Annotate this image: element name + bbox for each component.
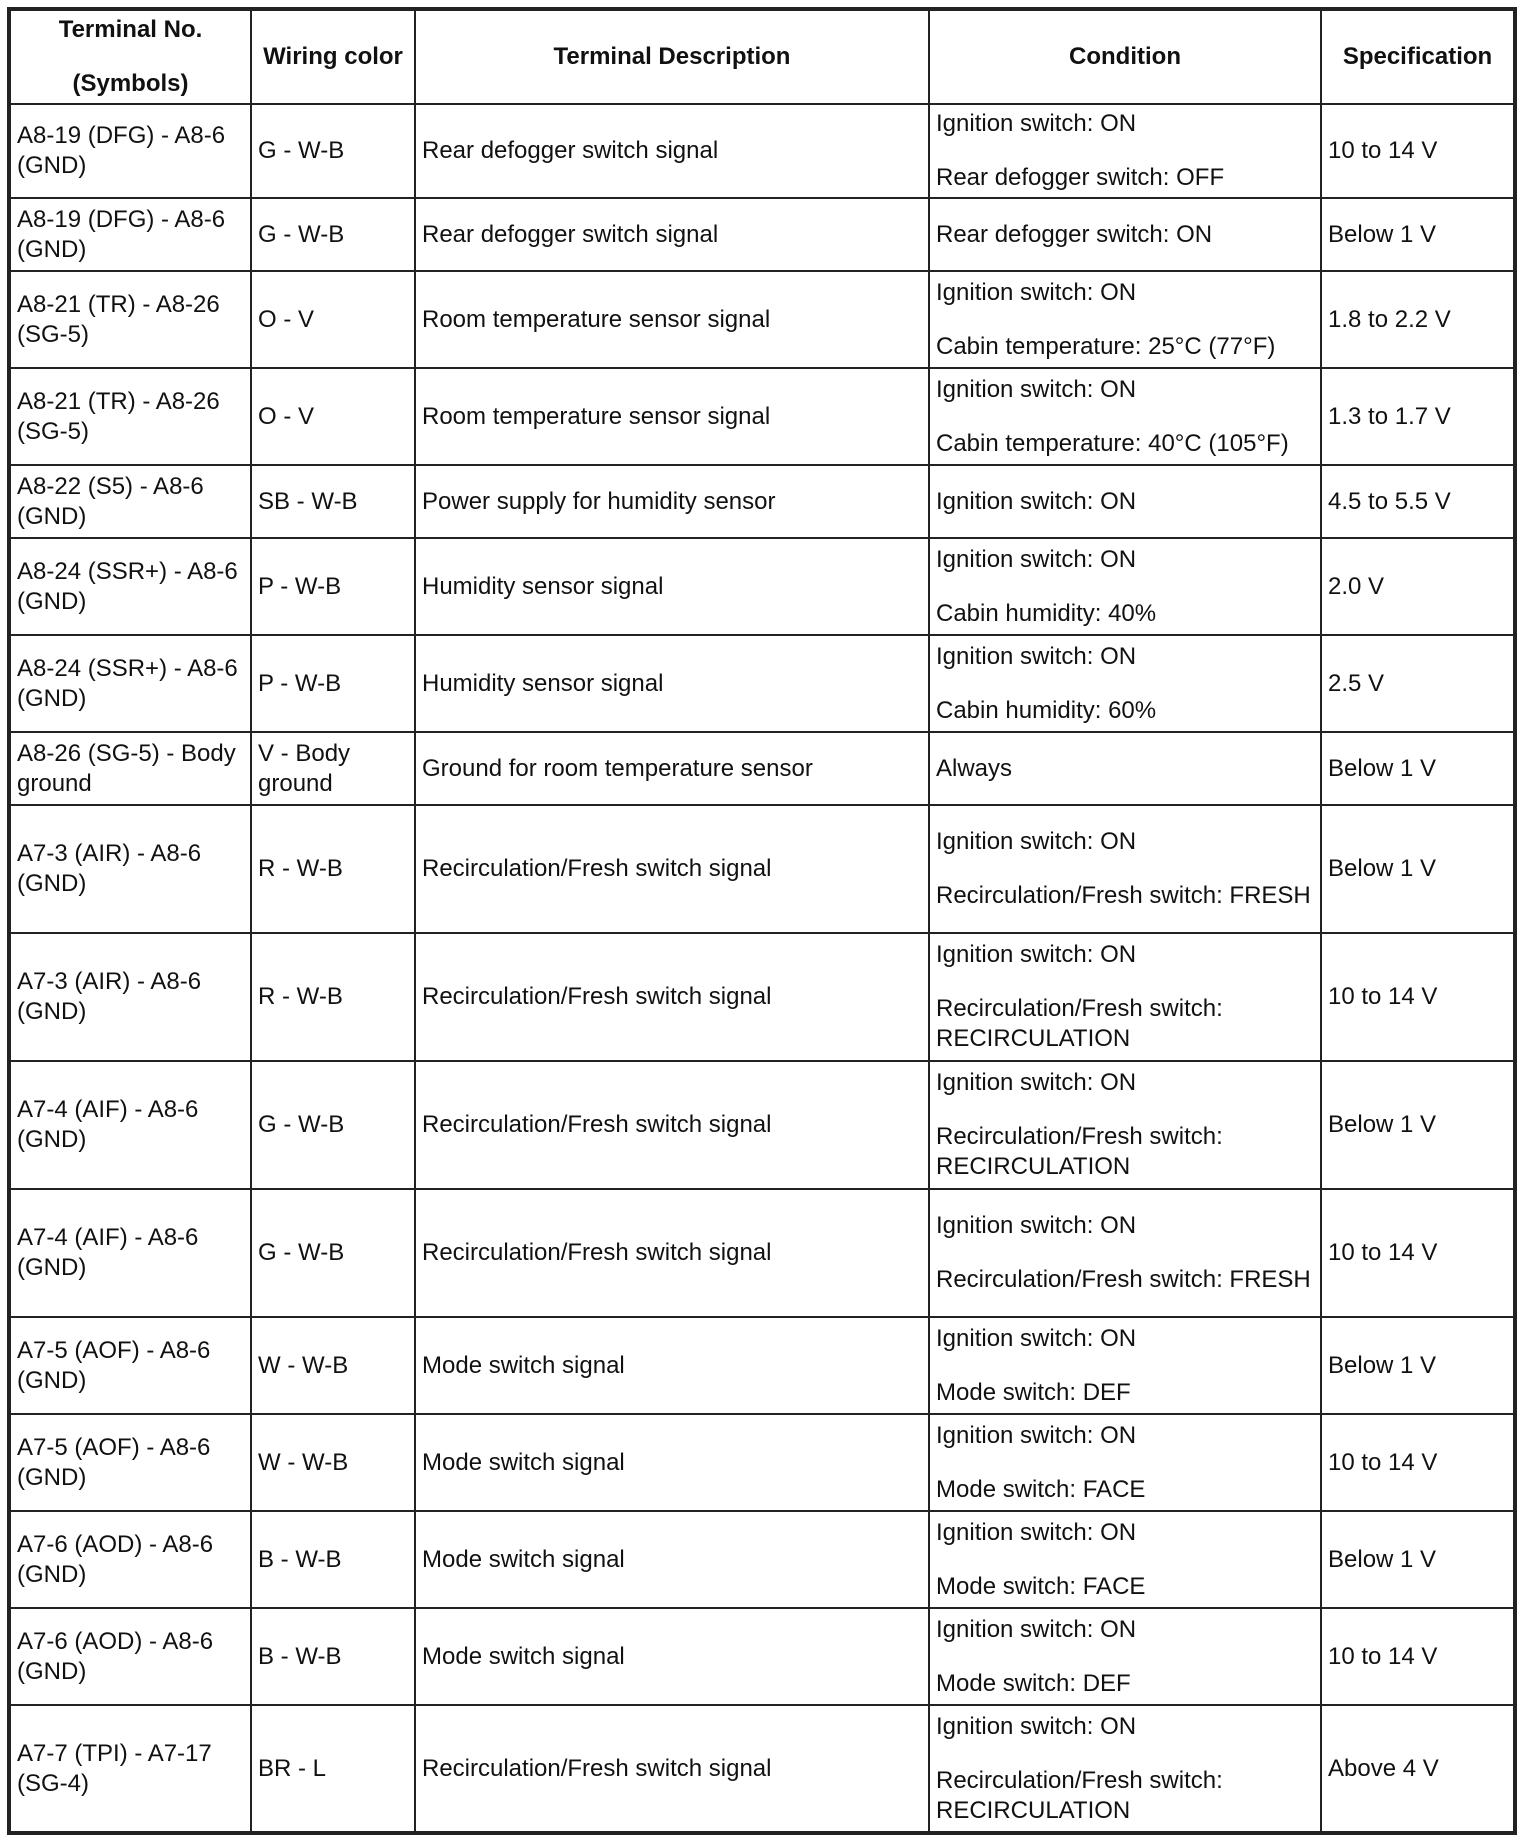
condition-cell — [929, 368, 1321, 465]
condition-cell — [929, 635, 1321, 732]
description-cell: Humidity sensor signal — [415, 538, 929, 635]
terminal-cell: A7-3 (AIR) - A8-6 (GND) — [9, 933, 251, 1061]
table-row — [9, 933, 1515, 1061]
specification-cell: 1.3 to 1.7 V — [1321, 368, 1515, 465]
description-cell: Recirculation/Fresh switch signal — [415, 1061, 929, 1189]
description-cell: Rear defogger switch signal — [415, 198, 929, 271]
table-row — [9, 1511, 1515, 1608]
header-terminal — [9, 9, 251, 104]
table-row — [9, 732, 1515, 805]
terminal-cell: A7-3 (AIR) - A8-6 (GND) — [9, 805, 251, 933]
table-row — [9, 1061, 1515, 1189]
condition-line: Cabin temperature: 25°C (77°F) — [936, 332, 1276, 360]
condition-line: Ignition switch: ON — [936, 375, 1137, 403]
terminal-cell: A7-5 (AOF) - A8-6 (GND) — [9, 1317, 251, 1414]
description-cell: Power supply for humidity sensor — [415, 465, 929, 538]
table-row — [9, 465, 1515, 538]
wiring-color-cell: B - W-B — [251, 1608, 415, 1705]
table-row — [9, 198, 1515, 271]
wiring-color-cell: SB - W-B — [251, 465, 415, 538]
terminal-cell: A8-21 (TR) - A8-26 (SG-5) — [9, 368, 251, 465]
condition-line: Ignition switch: ON — [936, 1518, 1137, 1546]
wiring-color-cell: V - Body ground — [251, 732, 415, 805]
specification-cell: 10 to 14 V — [1321, 933, 1515, 1061]
specification-cell: 4.5 to 5.5 V — [1321, 465, 1515, 538]
terminal-cell: A7-5 (AOF) - A8-6 (GND) — [9, 1414, 251, 1511]
terminal-spec-table — [7, 7, 1517, 1835]
specification-cell: Below 1 V — [1321, 1061, 1515, 1189]
condition-line: Recirculation/Fresh switch: RECIRCULATION — [936, 1123, 1223, 1180]
condition-line: Recirculation/Fresh switch: RECIRCULATION — [936, 995, 1223, 1052]
condition-cell — [929, 1511, 1321, 1608]
condition-line: Cabin humidity: 60% — [936, 696, 1157, 724]
table-row — [9, 1705, 1515, 1833]
specification-cell: 10 to 14 V — [1321, 104, 1515, 198]
condition-line: Cabin humidity: 40% — [936, 599, 1157, 627]
condition-cell — [929, 271, 1321, 368]
condition-cell — [929, 1317, 1321, 1414]
table-row — [9, 104, 1515, 198]
condition-line: Mode switch: DEF — [936, 1378, 1131, 1406]
wiring-color-cell: O - V — [251, 271, 415, 368]
terminal-cell: A7-4 (AIF) - A8-6 (GND) — [9, 1189, 251, 1317]
table-row — [9, 1608, 1515, 1705]
terminal-spec-sheet — [7, 7, 1513, 1835]
table-row — [9, 271, 1515, 368]
header-terminal-description: Terminal Description — [415, 9, 929, 104]
specification-cell: Below 1 V — [1321, 198, 1515, 271]
header-terminal-line2: (Symbols) — [72, 70, 189, 97]
condition-cell — [929, 1061, 1321, 1189]
condition-line: Ignition switch: ON — [936, 1421, 1137, 1449]
condition-line: Mode switch: FACE — [936, 1572, 1146, 1600]
header-terminal-line1: Terminal No. — [58, 16, 203, 43]
condition-line: Ignition switch: ON — [936, 545, 1137, 573]
terminal-cell: A7-6 (AOD) - A8-6 (GND) — [9, 1511, 251, 1608]
condition-cell — [929, 933, 1321, 1061]
condition-line: Ignition switch: ON — [936, 1212, 1137, 1239]
condition-cell — [929, 1608, 1321, 1705]
condition-cell — [929, 465, 1321, 538]
specification-cell: Above 4 V — [1321, 1705, 1515, 1833]
description-cell: Rear defogger switch signal — [415, 104, 929, 198]
wiring-color-cell: G - W-B — [251, 198, 415, 271]
condition-line: Recirculation/Fresh switch: FRESH — [936, 1266, 1311, 1293]
specification-cell: Below 1 V — [1321, 1511, 1515, 1608]
table-body — [9, 104, 1515, 1833]
terminal-cell: A8-19 (DFG) - A8-6 (GND) — [9, 198, 251, 271]
description-cell: Recirculation/Fresh switch signal — [415, 933, 929, 1061]
description-cell: Ground for room temperature sensor — [415, 732, 929, 805]
specification-cell: 1.8 to 2.2 V — [1321, 271, 1515, 368]
specification-cell: Below 1 V — [1321, 1317, 1515, 1414]
terminal-cell: A8-19 (DFG) - A8-6 (GND) — [9, 104, 251, 198]
condition-line: Ignition switch: ON — [936, 1712, 1137, 1740]
condition-line: Ignition switch: ON — [936, 1069, 1137, 1096]
wiring-color-cell: B - W-B — [251, 1511, 415, 1608]
description-cell: Mode switch signal — [415, 1317, 929, 1414]
condition-line: Mode switch: DEF — [936, 1669, 1131, 1697]
wiring-color-cell: R - W-B — [251, 933, 415, 1061]
description-cell: Mode switch signal — [415, 1414, 929, 1511]
condition-cell — [929, 805, 1321, 933]
header-condition: Condition — [929, 9, 1321, 104]
wiring-color-cell: W - W-B — [251, 1414, 415, 1511]
condition-line: Ignition switch: ON — [936, 110, 1137, 137]
description-cell: Recirculation/Fresh switch signal — [415, 1705, 929, 1833]
specification-cell: Below 1 V — [1321, 732, 1515, 805]
condition-cell — [929, 198, 1321, 271]
header-specification: Specification — [1321, 9, 1515, 104]
terminal-cell: A8-24 (SSR+) - A8-6 (GND) — [9, 538, 251, 635]
description-cell: Room temperature sensor signal — [415, 271, 929, 368]
description-cell: Room temperature sensor signal — [415, 368, 929, 465]
description-cell: Recirculation/Fresh switch signal — [415, 1189, 929, 1317]
table-row — [9, 1414, 1515, 1511]
condition-line: Ignition switch: ON — [936, 941, 1137, 968]
condition-line: Ignition switch: ON — [936, 828, 1137, 855]
specification-cell: 10 to 14 V — [1321, 1189, 1515, 1317]
table-header-row — [9, 9, 1515, 104]
terminal-cell: A8-26 (SG-5) - Body ground — [9, 732, 251, 805]
condition-cell — [929, 1414, 1321, 1511]
condition-line: Rear defogger switch: OFF — [936, 164, 1225, 191]
specification-cell: 2.0 V — [1321, 538, 1515, 635]
table-row — [9, 1317, 1515, 1414]
wiring-color-cell: G - W-B — [251, 1189, 415, 1317]
wiring-color-cell: G - W-B — [251, 1061, 415, 1189]
terminal-cell: A7-6 (AOD) - A8-6 (GND) — [9, 1608, 251, 1705]
wiring-color-cell: G - W-B — [251, 104, 415, 198]
condition-line: Always — [936, 754, 1013, 782]
terminal-cell: A8-21 (TR) - A8-26 (SG-5) — [9, 271, 251, 368]
header-wiring-color: Wiring color — [251, 9, 415, 104]
description-cell: Mode switch signal — [415, 1608, 929, 1705]
table-row — [9, 635, 1515, 732]
wiring-color-cell: W - W-B — [251, 1317, 415, 1414]
table-row — [9, 1189, 1515, 1317]
specification-cell: 10 to 14 V — [1321, 1608, 1515, 1705]
condition-line: Ignition switch: ON — [936, 278, 1137, 306]
specification-cell: 2.5 V — [1321, 635, 1515, 732]
description-cell: Recirculation/Fresh switch signal — [415, 805, 929, 933]
description-cell: Mode switch signal — [415, 1511, 929, 1608]
condition-line: Ignition switch: ON — [936, 1324, 1137, 1352]
condition-cell — [929, 1705, 1321, 1833]
wiring-color-cell: P - W-B — [251, 538, 415, 635]
wiring-color-cell: R - W-B — [251, 805, 415, 933]
description-cell: Humidity sensor signal — [415, 635, 929, 732]
condition-line: Recirculation/Fresh switch: FRESH — [936, 882, 1311, 909]
condition-cell — [929, 732, 1321, 805]
condition-line: Ignition switch: ON — [936, 1615, 1137, 1643]
table-row — [9, 805, 1515, 933]
wiring-color-cell: O - V — [251, 368, 415, 465]
terminal-cell: A8-22 (S5) - A8-6 (GND) — [9, 465, 251, 538]
terminal-cell: A7-7 (TPI) - A7-17 (SG-4) — [9, 1705, 251, 1833]
wiring-color-cell: BR - L — [251, 1705, 415, 1833]
condition-line: Rear defogger switch: ON — [936, 220, 1213, 248]
condition-line: Recirculation/Fresh switch: RECIRCULATION — [936, 1766, 1223, 1824]
condition-line: Ignition switch: ON — [936, 487, 1137, 515]
condition-line: Ignition switch: ON — [936, 642, 1137, 670]
specification-cell: 10 to 14 V — [1321, 1414, 1515, 1511]
condition-cell — [929, 538, 1321, 635]
table-row — [9, 368, 1515, 465]
condition-line: Cabin temperature: 40°C (105°F) — [936, 429, 1289, 457]
condition-cell — [929, 104, 1321, 198]
condition-line: Mode switch: FACE — [936, 1475, 1146, 1503]
wiring-color-cell: P - W-B — [251, 635, 415, 732]
table-row — [9, 538, 1515, 635]
terminal-cell: A8-24 (SSR+) - A8-6 (GND) — [9, 635, 251, 732]
terminal-cell: A7-4 (AIF) - A8-6 (GND) — [9, 1061, 251, 1189]
specification-cell: Below 1 V — [1321, 805, 1515, 933]
condition-cell — [929, 1189, 1321, 1317]
